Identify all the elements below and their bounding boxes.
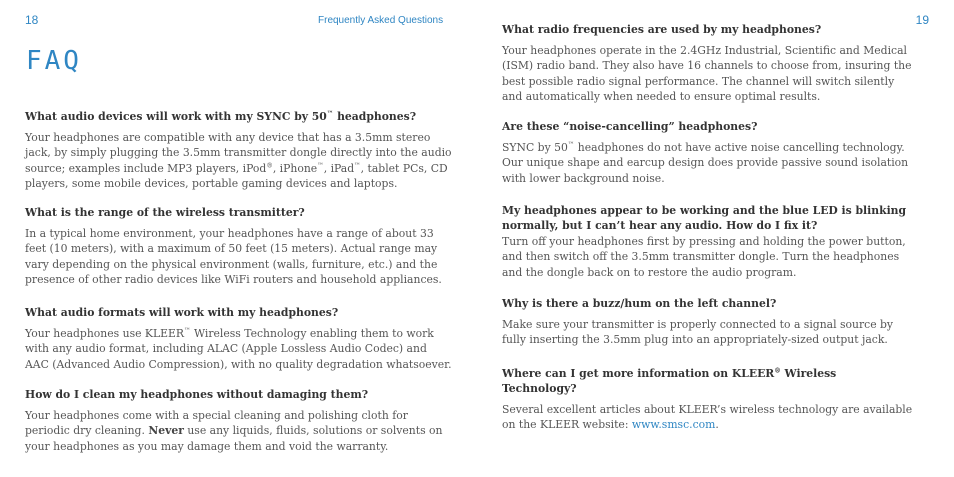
faq-item-no-audio <box>502 203 914 280</box>
faq-answer: Your headphones use KLEER™ Wireless Technology enabling them to work with any audio format, including ALAC (Apple Lossless Audio Codec) and AAC (Advanced Audio Compression), with no quality degradation whatsoever. <box>25 326 452 371</box>
faq-question: What radio frequencies are used by my headphones? <box>502 23 822 36</box>
faq-item-cleaning <box>25 387 453 454</box>
faq-item-formats <box>25 305 453 372</box>
faq-question: Why is there a buzz/hum on the left channel? <box>502 297 777 310</box>
faq-answer: Your headphones are compatible with any device that has a 3.5mm stereo jack, by simply plugging the 3.5mm transmitter dongle directly into the audio source; examples include MP3 players, iPod®, iPhone™, iPad™, tablet PCs, CD players, some mobile devices, portable gaming devices and laptops. <box>25 131 452 191</box>
page-title: FAQ <box>26 46 82 76</box>
faq-answer: Your headphones come with a special cleaning and polishing cloth for periodic dry cleaning. Never use any liquids, fluids, solutions or solvents on your headphones as you may damage them and void the warranty. <box>25 409 443 453</box>
faq-item-kleer-info <box>502 366 914 433</box>
faq-item-buzz <box>502 296 914 348</box>
page-number-right: 19 <box>915 13 929 27</box>
faq-question: How do I clean my headphones without damaging them? <box>25 388 369 401</box>
faq-question: My headphones appear to be working and the blue LED is blinking normally, but I can’t hear any audio. How do I fix it? <box>502 204 907 232</box>
faq-question: What is the range of the wireless transmitter? <box>25 206 305 219</box>
faq-answer: Make sure your transmitter is properly connected to a signal source by fully inserting the 3.5mm plug into an appropriately-sized output jack. <box>502 318 894 347</box>
faq-item-frequencies <box>502 22 914 105</box>
faq-answer: Several excellent articles about KLEER’s wireless technology are available on the KLEER website: www.smsc.com. <box>502 403 913 432</box>
page-number-left: 18 <box>25 13 39 27</box>
faq-question: What audio formats will work with my headphones? <box>25 306 339 319</box>
faq-question: Where can I get more information on KLEER® Wireless Technology? <box>502 366 837 395</box>
right-page <box>477 0 954 477</box>
faq-question: What audio devices will work with my SYNC by 50™ headphones? <box>25 109 417 123</box>
kleer-website-link[interactable]: www.smsc.com <box>631 418 716 432</box>
section-title: Frequently Asked Questions <box>318 15 444 26</box>
faq-item-noise-cancelling <box>502 119 914 186</box>
faq-question: Are these “noise-cancelling” headphones? <box>502 120 758 133</box>
faq-answer: Your headphones operate in the 2.4GHz Industrial, Scientific and Medical (ISM) radio band. They also have 16 channels to choose from, insuring the best possible radio signal performance. The channel will switch silently and automatically when needed to ensure optimal results. <box>502 44 912 104</box>
faq-answer: SYNC by 50™ headphones do not have active noise cancelling technology. Our unique shape and earcup design does provide passive sound isolation with lower background noise. <box>502 140 909 185</box>
faq-item-devices <box>25 109 453 192</box>
faq-answer: In a typical home environment, your headphones have a range of about 33 feet (10 meters), with a maximum of 50 feet (15 meters). Actual range may vary depending on the physical environment (walls, furniture, etc.) and the presence of other radio devices like WiFi routers and household appliances. <box>25 227 442 287</box>
faq-answer: Turn off your headphones first by pressing and holding the power button, and then switch off the 3.5mm transmitter dongle. Turn the headphones and the dongle back on to restore the audio program. <box>502 235 906 279</box>
faq-item-range <box>25 205 453 288</box>
